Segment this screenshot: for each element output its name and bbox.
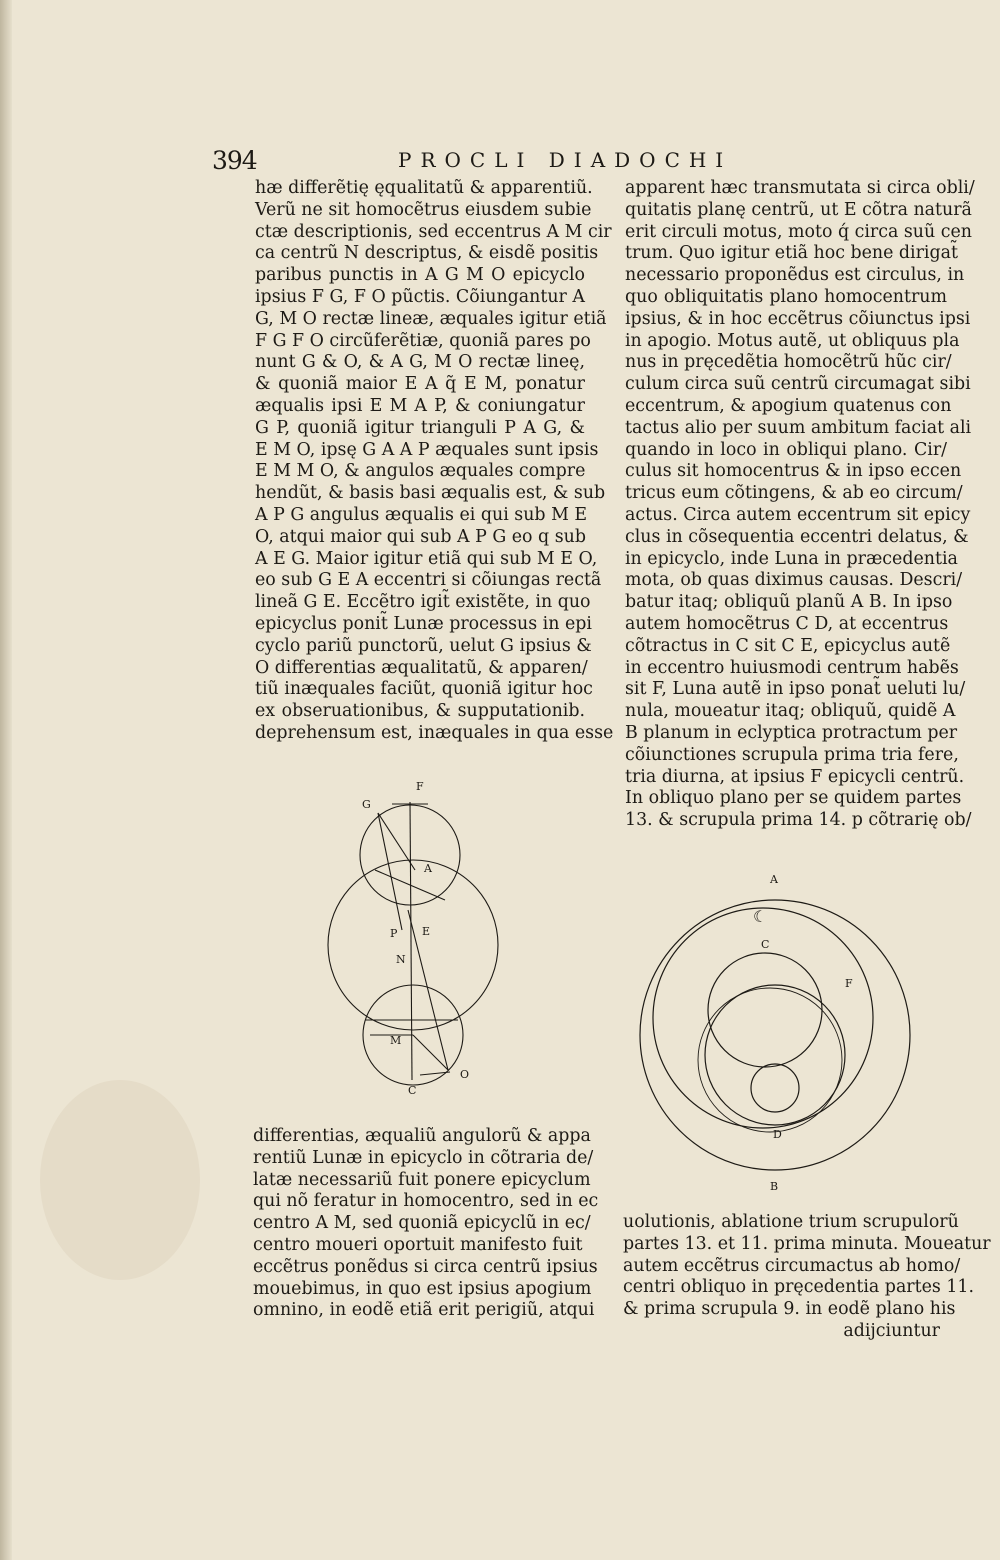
text-line: in epicyclo, inde Luna in præcedentia xyxy=(625,548,958,569)
text-line: E M M O, & angulos æquales compre xyxy=(255,461,586,482)
label-p: P xyxy=(390,927,398,940)
text-line: uolutionis, ablatione trium scrupulorũ xyxy=(623,1212,959,1232)
text-line: nula, moueatur itaq; obliquũ, quidẽ A xyxy=(625,701,956,722)
label-a: A xyxy=(770,873,778,886)
text-line: autem homocẽtrus C D, at eccentrus xyxy=(625,613,949,634)
text-line: quitatis planę centrũ, ut E cõtra naturã xyxy=(625,199,972,220)
text-line: E M O, ipsę G A A P æquales sunt ipsis xyxy=(255,439,599,460)
label-f: F xyxy=(845,977,853,990)
text-line: nus in pręcedẽtia homocẽtrũ hũc cir/ xyxy=(625,352,952,373)
text-line: eo sub G E A eccentri si cõiungas rectã xyxy=(255,570,602,591)
label-b: B xyxy=(770,1180,779,1193)
label-a: A xyxy=(424,862,432,875)
label-c: C xyxy=(761,938,770,951)
label-o: O xyxy=(460,1068,470,1081)
right-column-top-text xyxy=(625,178,975,832)
label-e: E xyxy=(422,925,431,938)
text-line: cõtractus in C sit C E, epicyclus autẽ xyxy=(625,635,951,656)
line-m-o xyxy=(413,1035,448,1070)
text-line: latæ necessariũ fuit ponere epicyclum xyxy=(253,1169,591,1190)
text-line: lineã G E. Eccẽtro igit̃ existẽte, in quo xyxy=(255,592,591,613)
text-line: apparent hæc transmutata si circa obli/ xyxy=(625,178,975,198)
right-column-bottom-text xyxy=(623,1212,991,1343)
text-line: necessario proponẽdus est circulus, in xyxy=(625,265,965,286)
text-line: autem eccẽtrus circumactus ab homo/ xyxy=(623,1255,961,1276)
text-line: æqualis ipsi E M A P, & coniungatur xyxy=(255,395,585,416)
text-line: trum. Quo igitur etiã hoc bene dirigat̃ xyxy=(625,243,958,264)
text-line: sit F, Luna autẽ in ipso ponat̃ ueluti lu/ xyxy=(625,679,966,700)
text-line: ipsius F G, F O pũctis. Cõiungantur A xyxy=(255,286,585,307)
page-edge xyxy=(0,0,12,1560)
text-line: A E G. Maior igitur etiã qui sub M E O, xyxy=(255,548,598,569)
epicycle-small xyxy=(751,1064,799,1112)
text-line: & prima scrupula 9. in eodẽ plano his xyxy=(623,1299,956,1320)
text-line: tiũ inæquales faciũt, quoniã igitur hoc xyxy=(255,679,593,700)
text-line: paribus punctis in A G M O epicyclo xyxy=(255,265,585,286)
text-line: actus. Circa autem eccentrum sit epicy xyxy=(625,504,971,525)
moon-symbol: ☾ xyxy=(753,907,768,926)
text-line: centro A M, sed quoniã epicyclũ in ec/ xyxy=(253,1213,591,1234)
eccentric-circle-middle xyxy=(705,985,845,1125)
text-line: epicyclus ponit̃ Lunæ processus in epi xyxy=(255,613,592,634)
text-line: ex obseruationibus, & supputationib. xyxy=(255,701,585,722)
text-line: centro moueri oportuit manifesto fuit xyxy=(253,1234,583,1255)
text-line: eccentrum, & apogium quatenus con xyxy=(625,395,952,416)
text-line: qui nõ feratur in homocentro, sed in ec xyxy=(253,1191,599,1212)
text-line: in eccentro huiusmodi centrum habẽs xyxy=(625,657,959,678)
text-line: omnino, in eodẽ etiã erit perigiũ, atqui xyxy=(253,1300,595,1321)
text-line: hæ differẽtię ęqualitatũ & apparentiũ. xyxy=(255,178,593,198)
inner-circle xyxy=(698,988,842,1132)
text-line: rentiũ Lunæ in epicyclo in cõtraria de/ xyxy=(253,1147,594,1168)
text-line: Verũ ne sit homocẽtrus eiusdem subie xyxy=(255,199,592,220)
text-line: B planum in eclyptica protractum per xyxy=(625,722,958,743)
text-line: tactus alio per suum ambitum faciat ali xyxy=(625,417,972,438)
text-line: cyclo pariũ punctorũ, uelut G ipsius & xyxy=(255,635,592,656)
text-line: A P G angulus æqualis ei qui sub M E xyxy=(255,504,588,525)
paper-stain xyxy=(40,1080,200,1280)
running-title: PROCLI DIADOCHI xyxy=(398,148,733,172)
text-line: erit circuli motus, moto q́ circa suũ cen xyxy=(625,221,972,242)
text-line: cõiunctiones scrupula prima tria fere, xyxy=(625,744,959,765)
label-c: C xyxy=(408,1084,417,1097)
text-line: in apogio. Motus autẽ, ut obliquus pla xyxy=(625,330,960,351)
text-line: tricus eum cõtingens, & ab eo circum/ xyxy=(625,483,963,504)
text-line: quo obliquitatis plano homocentrum xyxy=(625,286,947,307)
text-line: G, M O rectæ lineæ, æquales igitur etiã xyxy=(255,308,607,329)
text-line: differentias, æqualiũ angulorũ & appa xyxy=(253,1126,591,1146)
text-line: hendũt, & basis basi æqualis est, & sub xyxy=(255,483,606,504)
text-line: In obliquo plano per se quidem partes xyxy=(625,788,962,809)
figure-right-homocentric-diagram xyxy=(635,870,915,1193)
text-line: O, atqui maior qui sub A P G eo q sub xyxy=(255,526,586,547)
text-line: deprehensum est, inæquales in qua esse xyxy=(255,722,614,743)
text-line: partes 13. et 11. prima minuta. Moueatur xyxy=(623,1233,991,1254)
text-line: ipsius, & in hoc eccẽtrus cõiunctus ipsi xyxy=(625,308,971,329)
text-line: ca centrũ N descriptus, & eisdẽ positis xyxy=(255,243,599,264)
text-line: tria diurna, at ipsius F epicycli centrũ. xyxy=(625,766,965,787)
text-line: adijciuntur xyxy=(843,1320,940,1341)
eccentric-circle xyxy=(328,860,498,1030)
text-line: mouebimus, in quo est ipsius apogium xyxy=(253,1278,592,1299)
text-line: quando in loco in obliqui plano. Cir/ xyxy=(625,439,947,460)
text-line: mota, ob quas diximus causas. Descri/ xyxy=(625,570,963,591)
page-number: 394 xyxy=(212,146,257,175)
text-line: batur itaq; obliquũ planũ A B. In ipso xyxy=(625,592,953,613)
label-f: F xyxy=(416,780,424,793)
figure-left-epicycle-diagram xyxy=(320,780,500,1100)
text-line: nunt G & O, & A G, M O rectæ lineę, xyxy=(255,352,585,373)
text-line: culus sit homocentrus & in ipso eccen xyxy=(625,461,962,482)
text-line: ctæ descriptionis, sed eccentrus A M cir xyxy=(255,221,612,242)
label-m: M xyxy=(390,1034,402,1047)
vertical-axis-line xyxy=(410,802,412,1080)
text-line: & quoniã maior E A q̃ E M, ponatur xyxy=(255,374,585,395)
text-line: eccẽtrus ponẽdus si circa centrũ ipsius xyxy=(253,1256,598,1277)
text-line: 13. & scrupula prima 14. p cõtrarię ob/ xyxy=(625,810,972,831)
label-d: D xyxy=(773,1128,782,1141)
left-column-bottom-text xyxy=(253,1126,599,1322)
text-line: culum circa suũ centrũ circumagat sibi xyxy=(625,374,971,395)
text-line: G P, quoniã igitur trianguli P A G, & xyxy=(255,417,585,438)
epicycle-upper xyxy=(708,953,822,1067)
label-n: N xyxy=(396,953,406,966)
page-header xyxy=(0,146,1000,176)
text-line: O differentias æqualitatũ, & apparen/ xyxy=(255,657,588,678)
left-column-top-text xyxy=(255,178,614,745)
text-line: clus in cõsequentia eccentri delatus, & xyxy=(625,526,969,547)
text-line: F G F O circũferẽtiæ, quoniã pares po xyxy=(255,330,591,351)
text-line: centri obliquo in pręcedentia partes 11. xyxy=(623,1277,975,1298)
label-g: G xyxy=(362,798,371,811)
